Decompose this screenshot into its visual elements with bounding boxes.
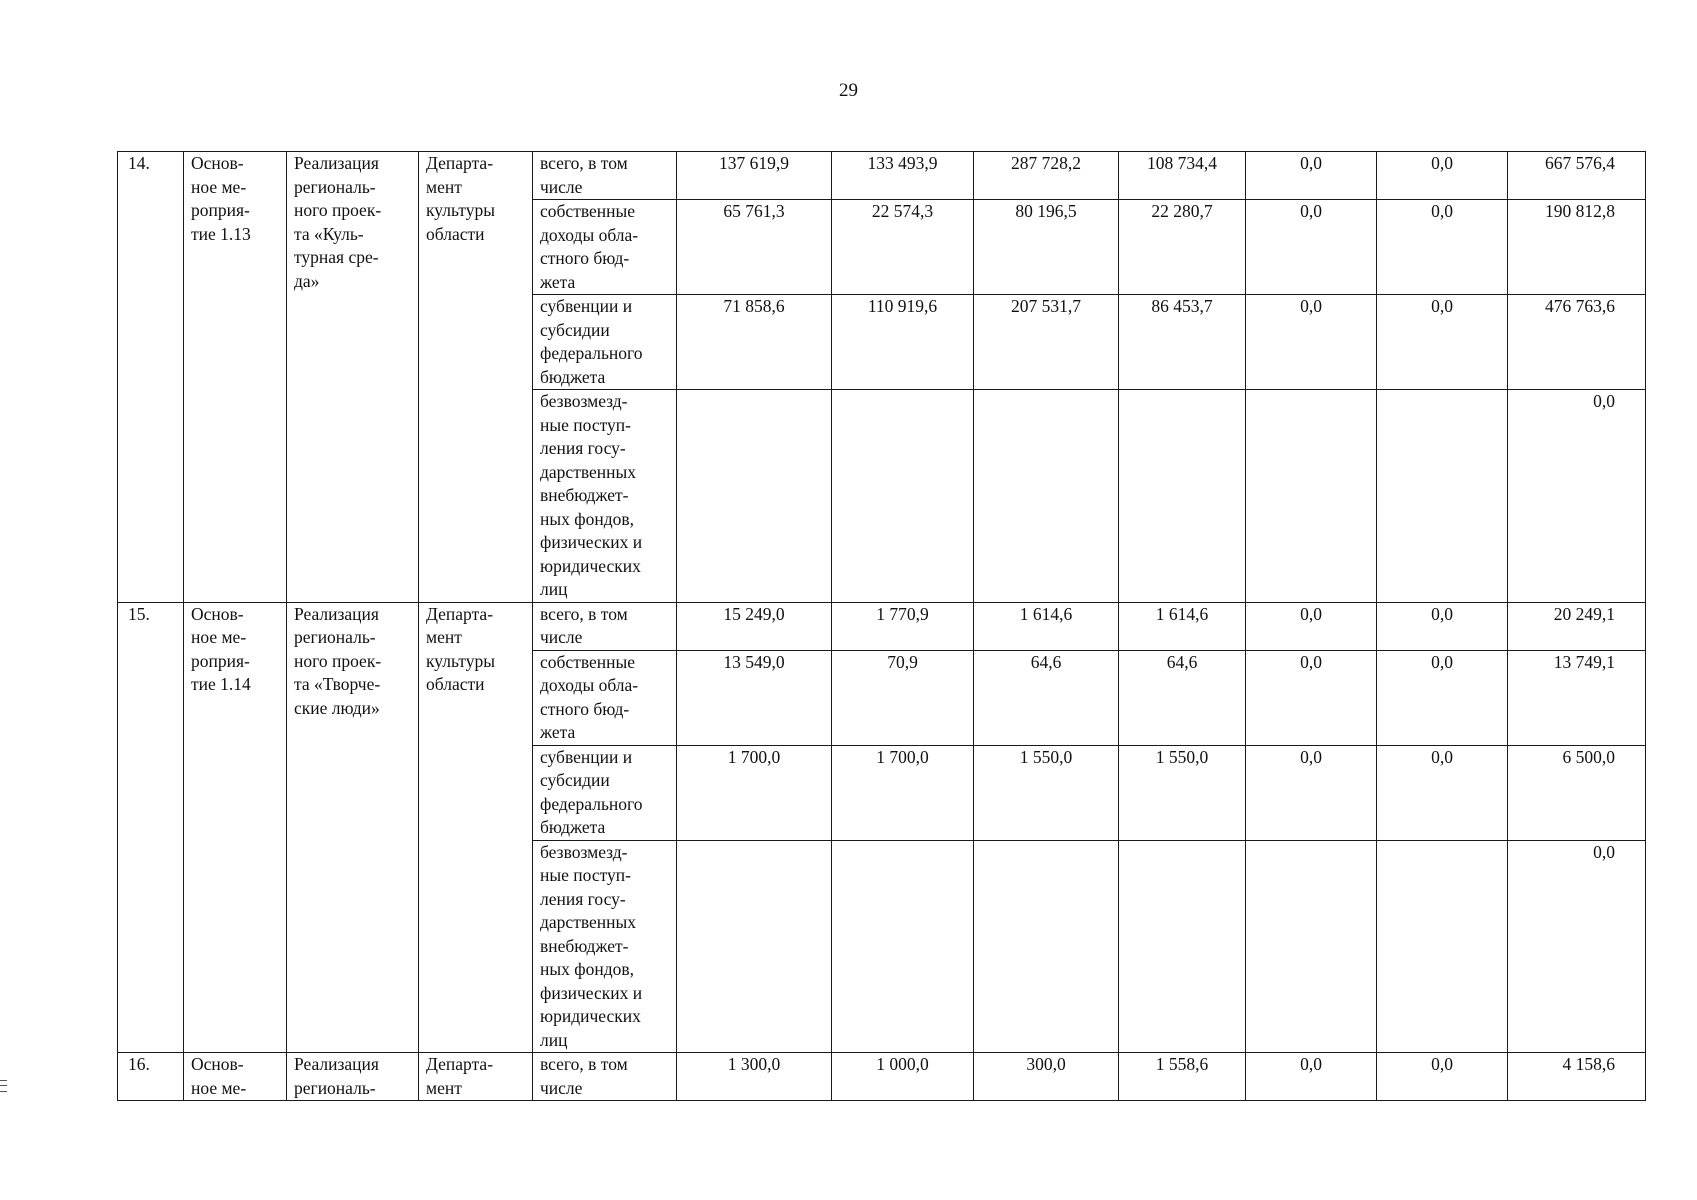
value-cell: [1246, 840, 1377, 1053]
value-cell: 86 453,7: [1119, 295, 1246, 390]
row-index: 14.: [118, 152, 184, 603]
value-cell: [832, 840, 974, 1053]
value-cell: 287 728,2: [974, 152, 1119, 200]
page-number: 29: [839, 80, 858, 101]
value-cell: 1 614,6: [974, 602, 1119, 650]
executor-cell: Департа- мент культуры области: [419, 602, 533, 1053]
total-cell: 20 249,1: [1508, 602, 1646, 650]
total-cell: 0,0: [1508, 390, 1646, 603]
source-cell: всего, в том числе: [533, 602, 677, 650]
value-cell: [832, 390, 974, 603]
value-cell: [677, 390, 832, 603]
value-cell: [974, 840, 1119, 1053]
value-cell: [1119, 840, 1246, 1053]
value-cell: 71 858,6: [677, 295, 832, 390]
value-cell: 64,6: [1119, 650, 1246, 745]
value-cell: 0,0: [1377, 650, 1508, 745]
value-cell: 0,0: [1246, 295, 1377, 390]
value-cell: 1 700,0: [677, 745, 832, 840]
activity-cell: Основ- ное ме-: [184, 1053, 287, 1101]
value-cell: [677, 840, 832, 1053]
value-cell: 1 558,6: [1119, 1053, 1246, 1101]
executor-cell: Департа- мент: [419, 1053, 533, 1101]
total-cell: 476 763,6: [1508, 295, 1646, 390]
source-cell: субвенции и субсидии федерального бюджета: [533, 745, 677, 840]
total-cell: 13 749,1: [1508, 650, 1646, 745]
row-index: 16.: [118, 1053, 184, 1101]
value-cell: 0,0: [1377, 295, 1508, 390]
value-cell: 70,9: [832, 650, 974, 745]
value-cell: 110 919,6: [832, 295, 974, 390]
value-cell: 0,0: [1246, 1053, 1377, 1101]
project-cell: Реализация региональ-: [287, 1053, 419, 1101]
value-cell: 0,0: [1377, 152, 1508, 200]
row-index: 15.: [118, 602, 184, 1053]
value-cell: 0,0: [1246, 650, 1377, 745]
value-cell: 0,0: [1246, 200, 1377, 295]
value-cell: 137 619,9: [677, 152, 832, 200]
total-cell: 190 812,8: [1508, 200, 1646, 295]
value-cell: 0,0: [1246, 745, 1377, 840]
value-cell: 0,0: [1246, 152, 1377, 200]
value-cell: 1 770,9: [832, 602, 974, 650]
value-cell: 1 000,0: [832, 1053, 974, 1101]
value-cell: 133 493,9: [832, 152, 974, 200]
source-cell: безвозмезд- ные поступ- ления госу- дарственных внебюджет- ных фондов, физических и юридических лиц: [533, 390, 677, 603]
value-cell: 22 574,3: [832, 200, 974, 295]
value-cell: 65 761,3: [677, 200, 832, 295]
value-cell: 1 614,6: [1119, 602, 1246, 650]
value-cell: 64,6: [974, 650, 1119, 745]
value-cell: [1246, 390, 1377, 603]
value-cell: 1 550,0: [1119, 745, 1246, 840]
source-cell: безвозмезд- ные поступ- ления госу- дарственных внебюджет- ных фондов, физических и юридических лиц: [533, 840, 677, 1053]
source-cell: субвенции и субсидии федерального бюджета: [533, 295, 677, 390]
value-cell: 1 300,0: [677, 1053, 832, 1101]
value-cell: 15 249,0: [677, 602, 832, 650]
source-cell: собственные доходы обла- стного бюд- жета: [533, 650, 677, 745]
value-cell: [974, 390, 1119, 603]
total-cell: 0,0: [1508, 840, 1646, 1053]
value-cell: 0,0: [1377, 745, 1508, 840]
value-cell: 1 700,0: [832, 745, 974, 840]
value-cell: 13 549,0: [677, 650, 832, 745]
value-cell: 1 550,0: [974, 745, 1119, 840]
source-cell: всего, в том числе: [533, 1053, 677, 1101]
value-cell: [1377, 840, 1508, 1053]
total-cell: 4 158,6: [1508, 1053, 1646, 1101]
activity-cell: Основ- ное ме- роприя- тие 1.14: [184, 602, 287, 1053]
value-cell: 300,0: [974, 1053, 1119, 1101]
value-cell: 0,0: [1377, 1053, 1508, 1101]
value-cell: 207 531,7: [974, 295, 1119, 390]
value-cell: 22 280,7: [1119, 200, 1246, 295]
budget-table: [117, 151, 1646, 1101]
value-cell: 80 196,5: [974, 200, 1119, 295]
total-cell: 6 500,0: [1508, 745, 1646, 840]
project-cell: Реализация региональ- ного проек- та «Куль- турная сре- да»: [287, 152, 419, 603]
source-cell: всего, в том числе: [533, 152, 677, 200]
table-row: [118, 152, 1646, 200]
table-row: [118, 602, 1646, 650]
activity-cell: Основ- ное ме- роприя- тие 1.13: [184, 152, 287, 603]
executor-cell: Департа- мент культуры области: [419, 152, 533, 603]
value-cell: [1119, 390, 1246, 603]
value-cell: [1377, 390, 1508, 603]
total-cell: 667 576,4: [1508, 152, 1646, 200]
value-cell: 0,0: [1377, 200, 1508, 295]
value-cell: 0,0: [1246, 602, 1377, 650]
value-cell: 108 734,4: [1119, 152, 1246, 200]
scan-edge-mark: [0, 1080, 7, 1092]
project-cell: Реализация региональ- ного проек- та «Творче- ские люди»: [287, 602, 419, 1053]
source-cell: собственные доходы обла- стного бюд- жета: [533, 200, 677, 295]
table-row: [118, 1053, 1646, 1101]
value-cell: 0,0: [1377, 602, 1508, 650]
